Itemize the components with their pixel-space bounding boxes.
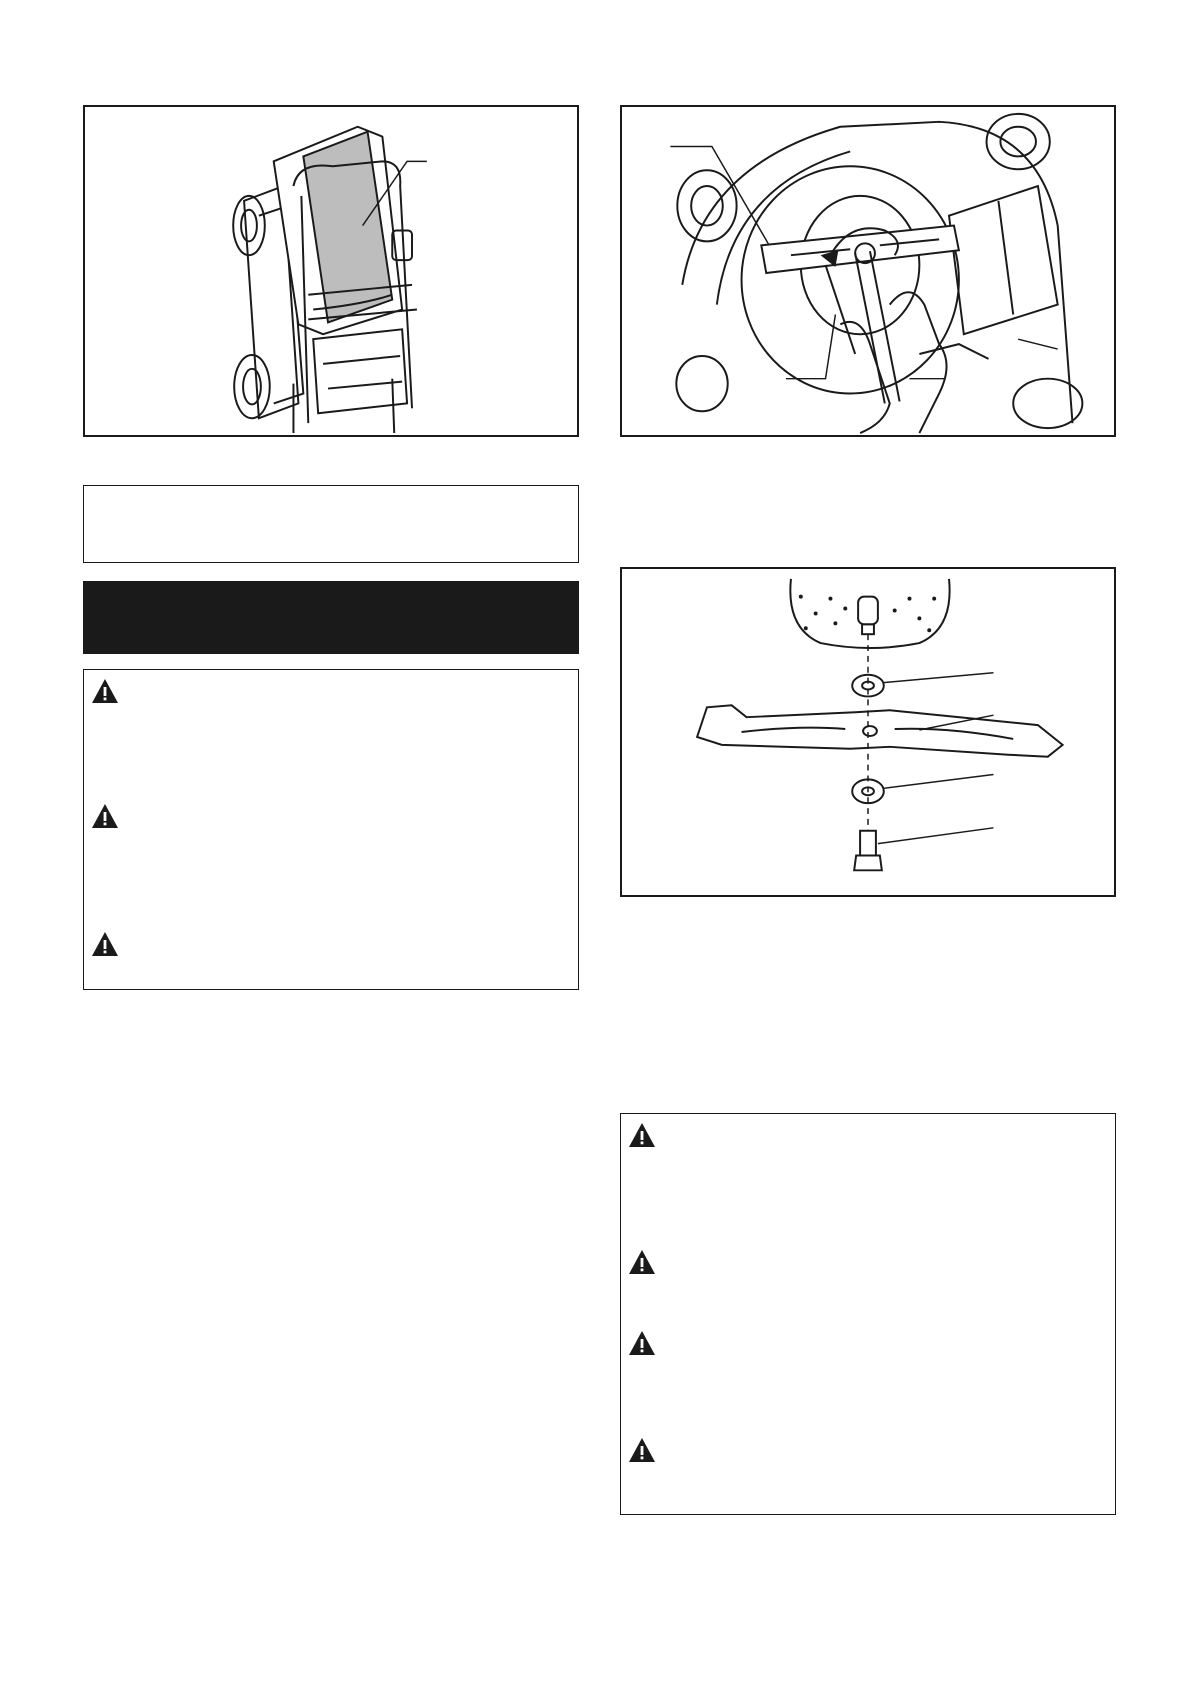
warning-icon: [628, 1249, 656, 1275]
warning-icon: [628, 1122, 656, 1148]
section-heading-banner: [83, 581, 579, 654]
warning-box-right: [620, 1113, 1116, 1515]
note-box: [83, 485, 579, 563]
figure-blade-exploded: [620, 567, 1116, 897]
figure-mower-folded: [83, 105, 579, 437]
mower-upright-storage-illustration: [85, 107, 577, 435]
warning-box-left: [83, 669, 579, 990]
figure-blade-removal: [620, 105, 1116, 437]
blade-exploded-view-illustration: [622, 569, 1114, 895]
warning-icon: [91, 931, 119, 957]
blade-removal-wrench-illustration: [622, 107, 1114, 435]
warning-icon: [91, 803, 119, 829]
warning-icon: [628, 1330, 656, 1356]
warning-icon: [628, 1437, 656, 1463]
warning-icon: [91, 678, 119, 704]
